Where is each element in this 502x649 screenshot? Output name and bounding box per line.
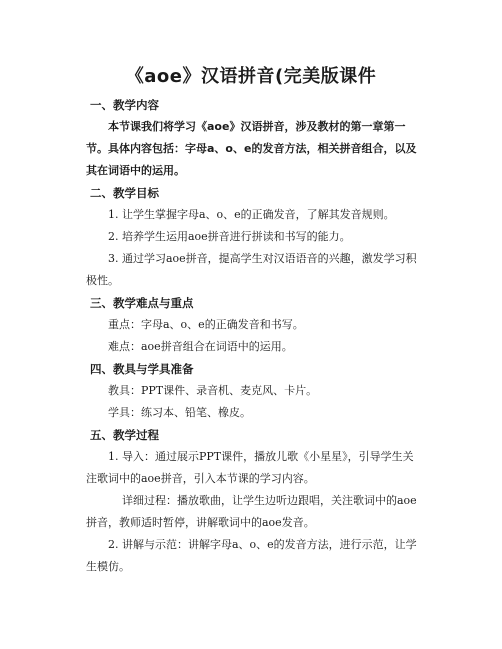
goal-item-3: 3. 通过学习aoe拼音，提高学生对汉语语音的兴趣，激发学习积极性。 bbox=[86, 252, 417, 287]
section-heading-key-points: 三、教学难点与重点 bbox=[90, 296, 194, 310]
section-paragraph: 本节课我们将学习《aoe》汉语拼音，涉及教材的第一章第一节。具体内容包括：字母a、o、e的发音方法，相关拼音组合，以及其在词语中的运用。 bbox=[86, 120, 417, 177]
document-body bbox=[86, 94, 419, 578]
process-step-1-detail: 详细过程：播放歌曲，让学生边听边跟唱，关注歌词中的aoe拼音，教师适时暂停，讲解歌词中的aoe发音。 bbox=[86, 494, 417, 529]
section-heading-materials: 四、教具与学具准备 bbox=[90, 362, 194, 376]
key-point-item: 重点：字母a、o、e的正确发音和书写。 bbox=[108, 318, 304, 331]
student-materials: 学具：练习本、铅笔、橡皮。 bbox=[108, 406, 251, 419]
goal-item-2: 2. 培养学生运用aoe拼音进行拼读和书写的能力。 bbox=[108, 230, 351, 243]
document-title: 《aoe》汉语拼音(完美版课件 bbox=[125, 66, 377, 87]
difficulty-item: 难点：aoe拼音组合在词语中的运用。 bbox=[108, 340, 293, 353]
teacher-materials: 教具：PPT课件、录音机、麦克风、卡片。 bbox=[108, 384, 318, 397]
goal-item-1: 1. 让学生掌握字母a、o、e的正确发音，了解其发音规则。 bbox=[108, 208, 395, 221]
process-step-2: 2. 讲解与示范：讲解字母a、o、e的发音方法，进行示范，让学生模仿。 bbox=[86, 538, 417, 573]
section-heading-goals: 二、教学目标 bbox=[90, 186, 159, 200]
process-step-1: 1. 导入：通过展示PPT课件，播放儿歌《小星星》，引导学生关注歌词中的aoe拼音，引入本节课的学习内容。 bbox=[86, 450, 414, 485]
section-heading-process: 五、教学过程 bbox=[90, 428, 159, 442]
section-heading-content: 一、教学内容 bbox=[90, 98, 159, 112]
